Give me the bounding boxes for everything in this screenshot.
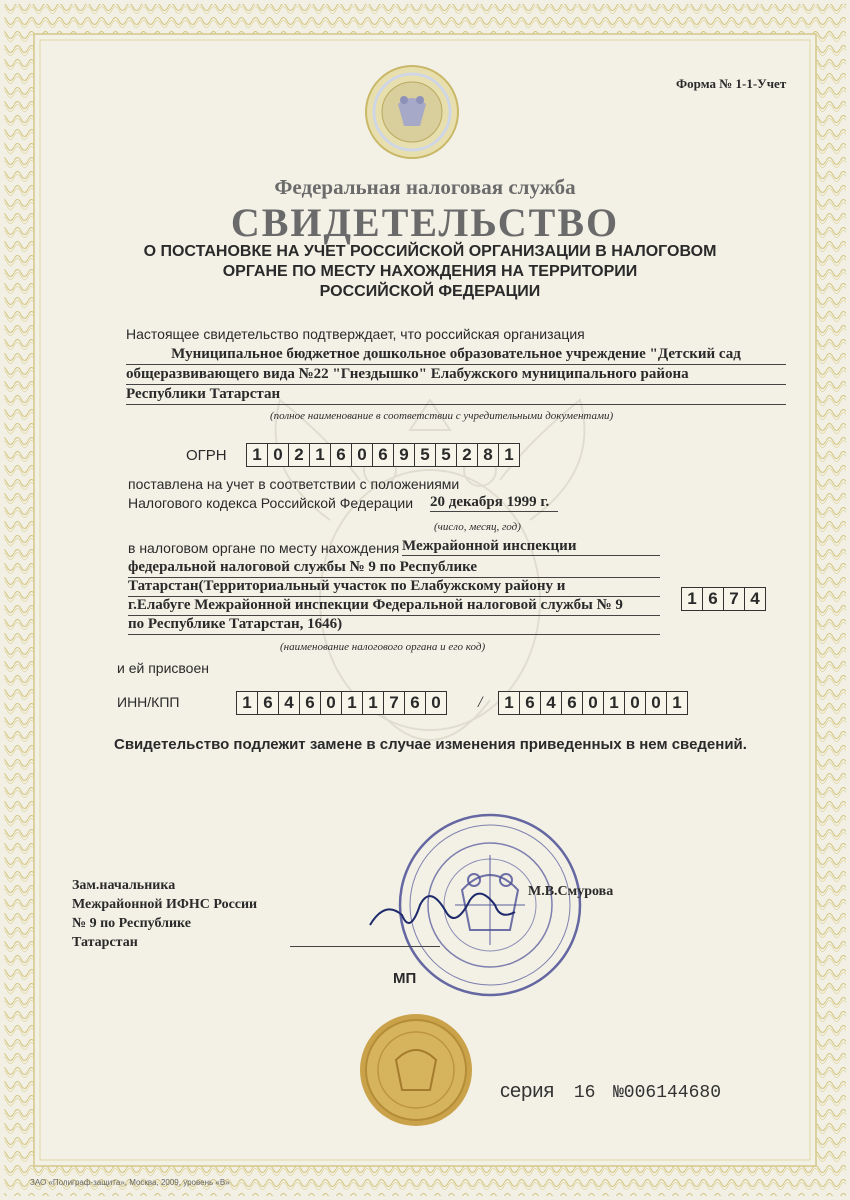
digit-cell: 1	[342, 692, 363, 714]
inn-digits	[236, 691, 447, 715]
inn-kpp-separator: /	[478, 694, 483, 711]
digit-cell: 6	[562, 692, 583, 714]
signatory-line: № 9 по Республике	[72, 916, 191, 931]
digit-cell: 0	[583, 692, 604, 714]
series-number	[500, 1080, 721, 1103]
digit-cell: 1	[310, 444, 331, 466]
org-name-line-3: Республики Татарстан	[126, 384, 786, 405]
tax-office-line-3: Татарстан(Территориальный участок по Елабужскому району и	[128, 576, 660, 597]
series-label: серия	[500, 1080, 555, 1102]
date-hint: (число, месяц, год)	[434, 521, 521, 533]
digit-cell: 1	[682, 588, 703, 610]
signatory-position	[72, 876, 257, 952]
certificate-subtitle	[110, 242, 750, 302]
digit-cell: 6	[300, 692, 321, 714]
digit-cell: 6	[405, 692, 426, 714]
ogrn-label: ОГРН	[186, 447, 227, 464]
signer-name: М.В.Смурова	[528, 884, 614, 899]
digit-cell: 5	[415, 444, 436, 466]
digit-cell: 1	[237, 692, 258, 714]
digit-cell: 1	[672, 693, 682, 712]
digit-cell: 2	[289, 444, 310, 466]
digit-cell: 1	[604, 692, 625, 714]
digit-cell: 6	[520, 692, 541, 714]
kpp-digits	[498, 691, 688, 715]
digit-cell: 4	[541, 692, 562, 714]
agency-name: Федеральная налоговая служба	[274, 175, 576, 199]
org-name-line-1: Муниципальное бюджетное дошкольное образовательное учреждение "Детский сад	[126, 344, 786, 365]
ogrn-digits	[246, 443, 520, 467]
digit-cell: 9	[394, 444, 415, 466]
subtitle-line: РОССИЙСКОЙ ФЕДЕРАЦИИ	[319, 283, 541, 300]
registered-text-2: Налогового кодекса Российской Федерации	[128, 495, 414, 511]
digit-cell: 6	[331, 444, 352, 466]
digit-cell: 6	[373, 444, 394, 466]
digit-cell: 7	[384, 692, 405, 714]
seal-place-label: МП	[393, 970, 417, 987]
intro-text: Настоящее свидетельство подтверждает, что российская организация	[126, 326, 585, 342]
registration-date: 20 декабря 1999 г.	[430, 494, 558, 512]
digit-cell: 7	[724, 588, 745, 610]
digit-cell: 0	[646, 692, 667, 714]
tax-office-line-5: по Республике Татарстан, 1646)	[128, 614, 660, 635]
assigned-text: и ей присвоен	[117, 660, 209, 676]
digit-cell: 0	[268, 444, 289, 466]
signature-line	[290, 946, 440, 947]
digit-cell: 2	[457, 444, 478, 466]
digit-cell: 0	[352, 444, 373, 466]
subtitle-line: О ПОСТАНОВКЕ НА УЧЕТ РОССИЙСКОЙ ОРГАНИЗАЦИИ В НАЛОГОВОМ	[143, 243, 717, 260]
certificate-title: СВИДЕТЕЛЬСТВО	[230, 200, 620, 245]
tax-office-hint: (наименование налогового органа и его код)	[280, 641, 486, 653]
printer-footer: ЗАО «Полиграф-защита», Москва, 2009, уровень «В»	[30, 1178, 230, 1187]
tax-office-code	[681, 587, 766, 611]
digit-cell: 0	[321, 692, 342, 714]
tax-office-line-1: Межрайонной инспекции	[402, 538, 660, 556]
form-number: Форма № 1-1-Учет	[676, 76, 787, 91]
registered-text-1: поставлена на учет в соответствии с положениями	[128, 476, 460, 492]
digit-cell: 0	[431, 693, 441, 712]
digit-cell: 1	[499, 692, 520, 714]
tax-office-line-2: федеральной налоговой службы № 9 по Республике	[128, 557, 660, 578]
digit-cell: 0	[625, 692, 646, 714]
digit-cell: 1	[247, 444, 268, 466]
digit-cell: 1	[363, 692, 384, 714]
signatory-line: Татарстан	[72, 935, 138, 950]
subtitle-line: ОРГАНЕ ПО МЕСТУ НАХОЖДЕНИЯ НА ТЕРРИТОРИИ	[222, 263, 638, 280]
digit-cell: 1	[504, 445, 514, 464]
series-value: 16	[573, 1083, 596, 1103]
digit-cell: 6	[703, 588, 724, 610]
inn-kpp-label: ИНН/КПП	[117, 694, 180, 710]
hologram-emblem	[366, 66, 458, 158]
tax-office-line-4: г.Елабуге Межрайонной инспекции Федеральной налоговой службы № 9	[128, 595, 660, 616]
org-name-hint: (полное наименование в соответствии с учредительными документами)	[270, 410, 614, 422]
certificate-number: №006144680	[612, 1083, 722, 1103]
digit-cell: 5	[436, 444, 457, 466]
replacement-notice: Свидетельство подлежит замене в случае изменения приведенных в нем сведений.	[114, 736, 747, 753]
tax-office-intro: в налоговом органе по месту нахождения	[128, 540, 400, 556]
digit-cell: 4	[279, 692, 300, 714]
gold-seal-emblem	[360, 1014, 472, 1126]
signatory-line: Зам.начальника	[72, 878, 176, 893]
digit-cell: 8	[478, 444, 499, 466]
signatory-line: Межрайонной ИФНС России	[72, 897, 258, 912]
digit-cell: 6	[258, 692, 279, 714]
org-name-line-2: общеразвивающего вида №22 "Гнездышко" Елабужского муниципального района	[126, 364, 786, 385]
digit-cell: 4	[750, 589, 760, 608]
